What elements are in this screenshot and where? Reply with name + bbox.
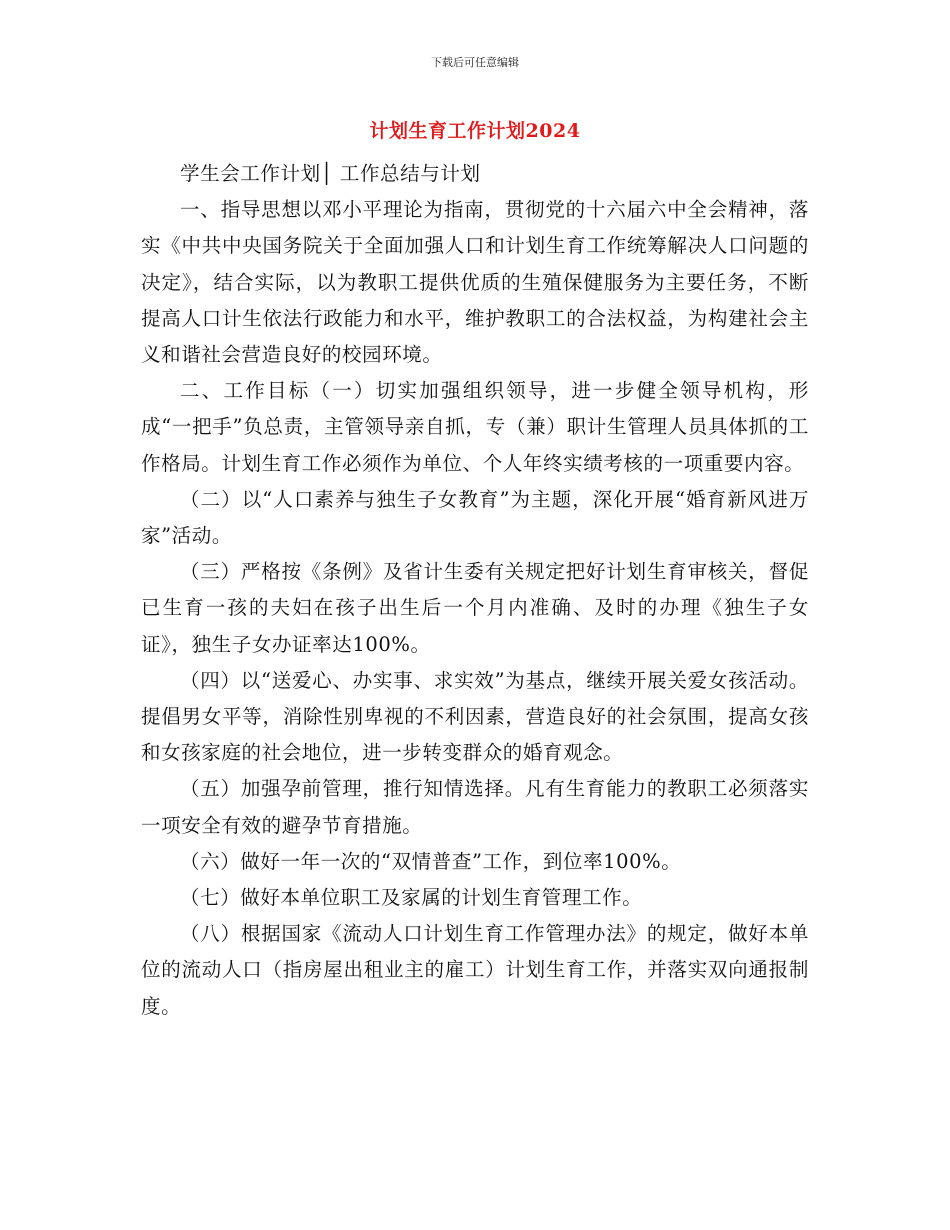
- paragraph: （七）做好本单位职工及家属的计划生育管理工作。: [180, 886, 643, 910]
- paragraph: （六）做好一年一次的“双情普查”工作，到位率100%。: [180, 849, 682, 873]
- paragraph: （三）严格按《条例》及省计生委有关规定把好计划生育审核关，督促已生育一孩的夫妇在孩子出生后一个月内准确、及时的办理《独生子女证》，独生子女办证率达100%。: [141, 560, 809, 656]
- paragraph: 二、工作目标（一）切实加强组织领导，进一步健全领导机构，形成“一把手”负总责，主管领导亲自抓，专（兼）职计生管理人员具体抓的工作格局。计划生育工作必须作为单位、个人年终实绩考核的一项重要内容。: [141, 379, 809, 475]
- paragraph: （四）以“送爱心、办实事、求实效”为基点，继续开展关爱女孩活动。提倡男女平等，消除性别卑视的不利因素，营造良好的社会氛围，提高女孩和女孩家庭的社会地位，进一步转变群众的婚育观念。: [141, 668, 809, 765]
- document-title: 计划生育工作计划2024: [369, 120, 581, 142]
- paragraph: 一、指导思想以邓小平理论为指南，贯彻党的十六届六中全会精神，落实《中共中央国务院关于全面加强人口和计划生育工作统筹解决人口问题的决定》，结合实际，以为教职工提供优质的生殖保健服务为主要任务，不断提高人口计生依法行政能力和水平，维护教职工的合法权益，为构建社会主义和谐社会营造良好的校园环境。: [141, 198, 809, 367]
- document-body: [141, 156, 809, 1025]
- paragraph: （二）以“人口素养与独生子女教育”为主题，深化开展“婚育新风进万家”活动。: [141, 487, 809, 548]
- paragraph: 学生会工作计划│ 工作总结与计划: [180, 162, 481, 185]
- paragraph: （八）根据国家《流动人口计划生育工作管理办法》的规定，做好本单位的流动人口（指房屋出租业主的雇工）计划生育工作，并落实双向通报制度。: [141, 922, 809, 1018]
- header-note: 下载后可任意编辑: [431, 56, 519, 69]
- paragraph: （五）加强孕前管理，推行知情选择。凡有生育能力的教职工必须落实一项安全有效的避孕节育措施。: [141, 777, 809, 837]
